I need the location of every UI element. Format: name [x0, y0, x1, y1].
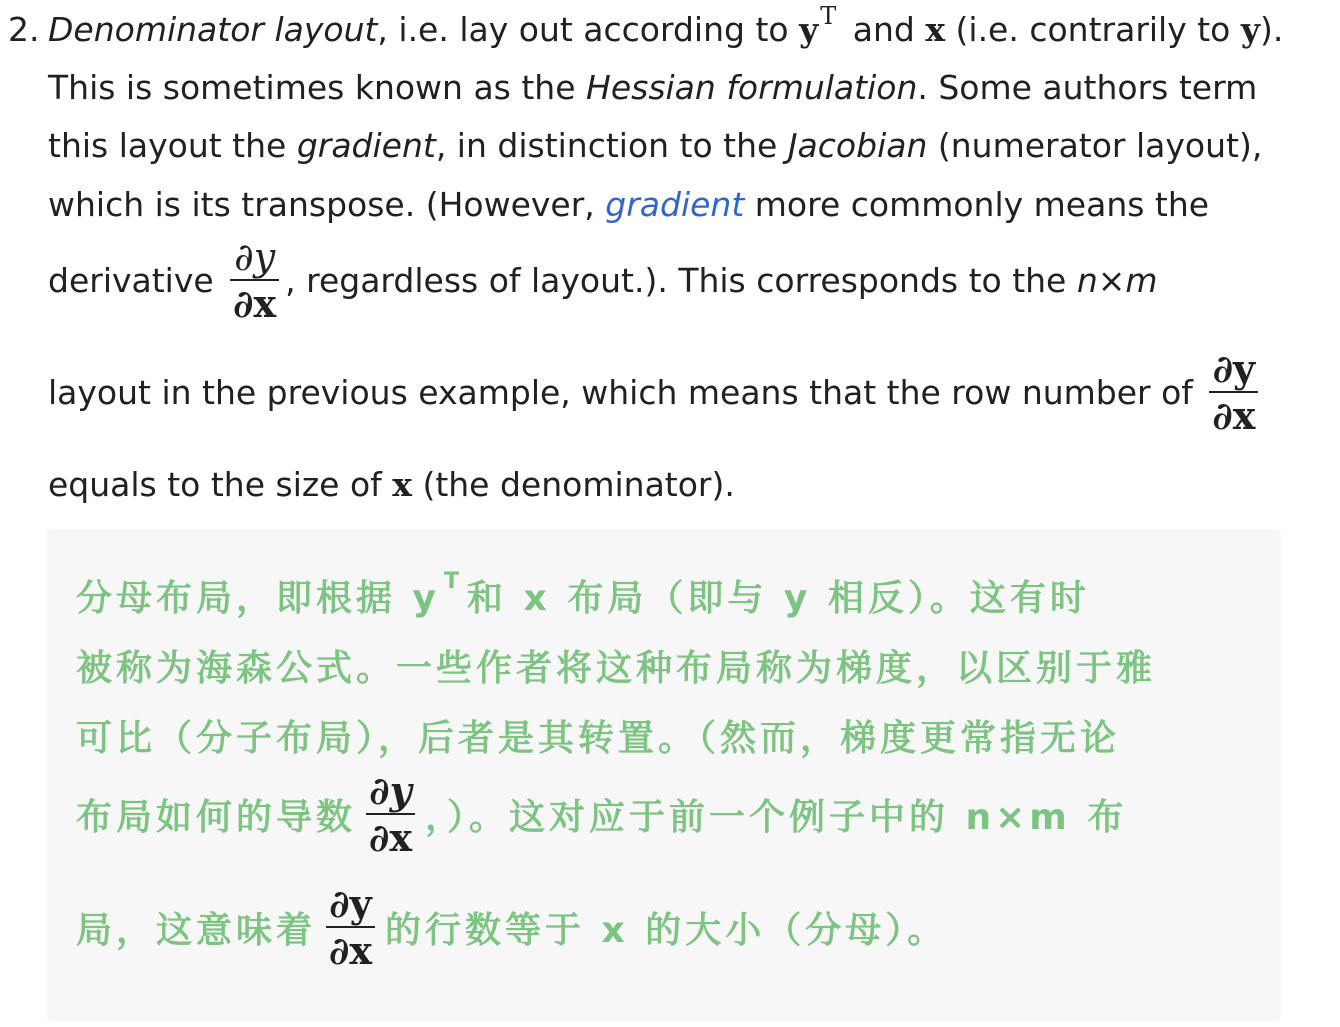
cn-text: 分母布局，即根据 y: [76, 578, 441, 619]
cn-transpose: T: [444, 569, 464, 594]
text: , i.e. lay out according to: [377, 10, 800, 49]
text: layout in the previous example, which means that the row number of: [48, 373, 1204, 412]
fraction-denominator: ∂x: [233, 281, 277, 326]
cn-line-1: [76, 570, 1090, 621]
cn-line-3: [76, 710, 1120, 761]
gradient-link[interactable]: gradient: [605, 185, 745, 224]
text: this layout the: [48, 126, 297, 165]
cn-text: ，）。这对应于前一个例子中的 n×m 布: [424, 797, 1128, 838]
math-y-bold: y: [799, 10, 819, 49]
cn-fraction-dY-dx: [326, 881, 375, 973]
text: derivative: [48, 261, 225, 300]
fraction-numerator: ∂y: [329, 881, 372, 926]
fraction-numerator: ∂y: [1212, 346, 1256, 391]
en-line-2: [48, 68, 1257, 107]
math-n-times-m: n×m: [1076, 261, 1158, 300]
cn-text: 的行数等于 x 的大小（分母）。: [384, 910, 948, 951]
math-transpose: T: [820, 1, 837, 30]
text: , regardless of layout.). This corresponds to the: [285, 261, 1077, 300]
text: and: [842, 10, 926, 49]
math-x-bold: x: [392, 465, 412, 504]
list-marker: 2.: [8, 10, 40, 49]
fraction-numerator: ∂y: [369, 768, 412, 813]
math-y-bold: y: [1240, 10, 1261, 49]
cn-line-2: [76, 640, 1156, 691]
en-line-6: [48, 346, 1264, 438]
cn-text: 布局如何的导数: [76, 797, 357, 838]
fraction-numerator: ∂y: [234, 235, 276, 279]
text: , in distinction to the: [435, 126, 788, 165]
en-line-1: [48, 1, 1284, 49]
fraction-denominator: ∂x: [1212, 393, 1256, 438]
term-gradient: gradient: [296, 126, 436, 165]
en-line-3: [48, 126, 1262, 165]
en-line-7: [48, 465, 735, 504]
fraction-denominator: ∂x: [329, 928, 372, 973]
term-denominator-layout: Denominator layout: [48, 10, 378, 49]
cn-text: 和 x 布局（即与 y 相反）。这有时: [467, 578, 1090, 619]
text: ).: [1260, 10, 1284, 49]
fraction-denominator: ∂x: [369, 815, 412, 860]
text: (i.e. contrarily to: [945, 10, 1241, 49]
en-line-5: [48, 235, 1158, 326]
math-x-bold: x: [925, 10, 946, 49]
cn-fraction-dy-dx: [366, 768, 415, 860]
cn-line-4: [76, 768, 1128, 860]
fraction-dy-dx: [230, 235, 279, 326]
text: This is sometimes known as the: [48, 68, 587, 107]
term-jacobian: Jacobian: [787, 126, 928, 165]
en-line-4: [48, 185, 1209, 224]
text: (numerator layout),: [927, 126, 1263, 165]
fraction-dY-dx: [1209, 346, 1258, 438]
cn-text: 可比（分子布局），后者是其转置。（然而，梯度更常指无论: [76, 718, 1121, 759]
cn-line-5: [76, 881, 948, 973]
cn-text: 被称为海森公式。一些作者将这种布局称为梯度，以区别于雅: [76, 648, 1157, 689]
text: equals to the size of: [48, 465, 393, 504]
text: more commonly means the: [744, 185, 1210, 224]
cn-text: 局，这意味着: [76, 910, 317, 951]
term-hessian-formulation: Hessian formulation: [586, 68, 918, 107]
text: which is its transpose. (However,: [48, 185, 606, 224]
text: . Some authors term: [917, 68, 1258, 107]
text: (the denominator).: [411, 465, 735, 504]
